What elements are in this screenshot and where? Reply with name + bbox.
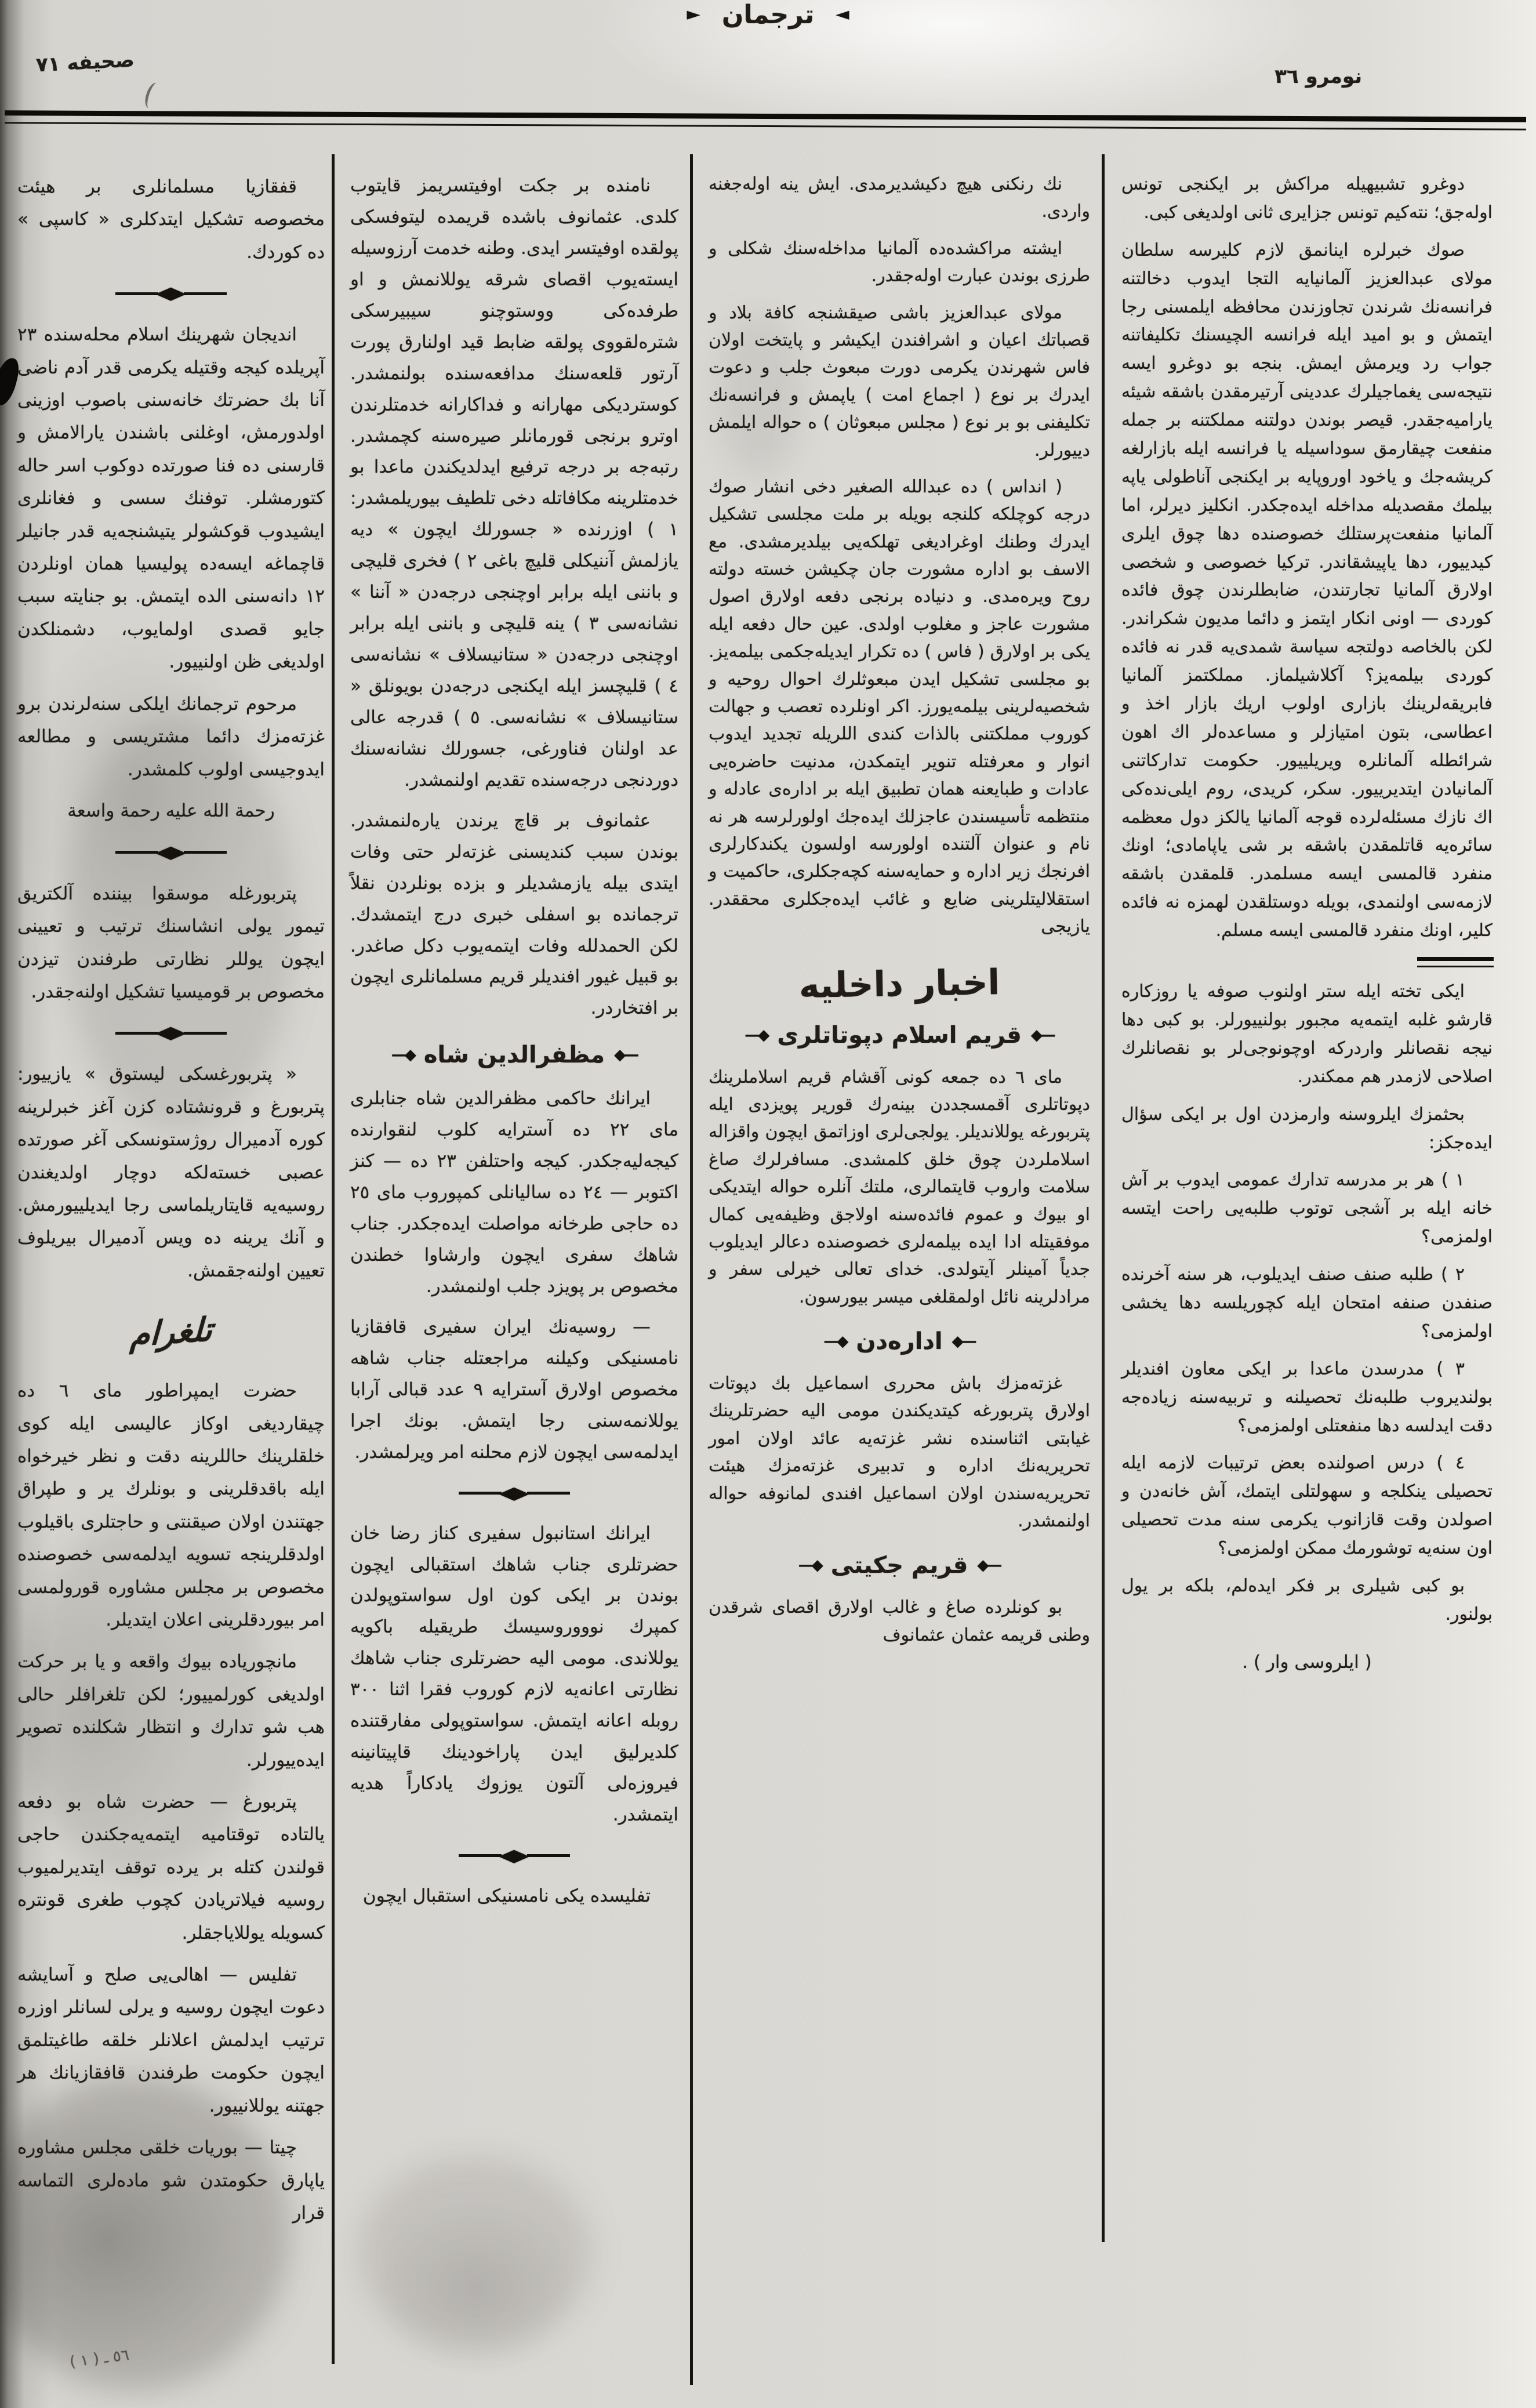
article-paragraph: چیتا — بوریات خلقی مجلس مشاوره یاپارق حكومتدن شو ماده‌لری التماسه قرار [17,2137,325,2224]
telegram-headline: تلغرام [129,1311,213,1355]
fleuron-icon: ◆— [745,1026,768,1044]
article-paragraph: ٣ ) مدرسدن ماعدا بر ایكی معاون افندیلر بولندیروب طلبه‌نك تحصیلنه و تربیه‌سنه زیاده‌جه دقت ایدلسه دها منفعتلی اولمزمی؟ [1121,1358,1493,1436]
divider-ornament [15,844,327,861]
article-paragraph: تفلیس — اهالی‌یی صلح و آسایشه دعوت ایچون روسیه و یرلی لسانلر اوزره ترتیب ایدلمش اعلانلر خلقه طاغیتلمق ایچون حكومت طرفندن قافقازیانك هر جهتنه یوللانییور. [17,1964,325,2116]
section-headline [706,1022,1092,1049]
section-headline [706,1328,1092,1355]
archive-pencil-mark: ٥٦ ـ ( ١ ) [68,2346,130,2371]
diamond-ornament-icon: ◆ [499,1482,530,1503]
article-paragraph: بحثمزك ایلروسنه وارمزدن اول بر ایكی سؤال ایده‌جكز: [1121,1104,1493,1153]
newspaper-title: ترجمان [721,0,815,30]
article-paragraph: نامنده بر جكت اوفیتسریمز قایتوب كلدی. عثمانوف باشده قریمده لیتوفسكی پولقده اوفیتسر ایدی. وطنه خدمت آرزوسیله ایسته‌یوب اقصای شرقه یوللانمش و او طرفده‌كی ووستوچنو سیبیرسكی شتره‌لقووی پولقه ضابط قید اولنارق پورت آرتور قلعه‌سنك مدافعه‌سنده بولنمشدر. كوستردیكی مهارانه و فداكارانه خدمتلرندن اوترو برنجی قورمانلر صیره‌سنه كچمشدر. رتبه‌جه بر درجه ترفیع ایدلدیكندن ماعدا بو خدمتلرینه مكافاتله دخی تلطیف بیوریلمشدر: ١ ) اوزرنده « جسورلك ایچون » دیه یازلمش آننیكلی قلیچ باغی ٢ ) فخری قلیچی و باننی ایله برابر اوچنجی درجه‌دن « آننا » نشانه‌سی ٣ ) ینه قلیچی و باننی ایله برابر اوچنجی درجه‌دن « ستانیسلاف » نشانه‌سی ٤ ) قلیچسز ایله ایكنجی درجه‌دن بویونلق « ستانیسلاف » نشانه‌سی. ٥ ) قدرجه عالی عد اولنان فناورغی، جسورلك نشانه‌سنك دوردنجی درجه‌سنده تقدیم اولنمشدر. [350,175,679,790]
article-paragraph: غزته‌مزك باش محرری اسماعیل بك دپوتات اولارق پتربورغه كیتدیكندن مومی الیه حضرتلرینك غیابتی اثناسنده نشر غزته‌یه عائد اولان امور تحریریه‌نك اداره و تدبیری غزته‌مزك هیئت تحریریه‌سندن اولان اسماعیل افندی لمانوفه حواله اولنمشدر. [709,1373,1090,1532]
fleuron-icon: —◆ [1030,1026,1054,1044]
article-paragraph: عثمانوف بر قاچ یرندن یاره‌لنمشدر. بوندن سبب كندیسنی غزته‌لر حتی وفات ایتدی بیله یازمشدیلر و بزده بونلردن نقلاً ترجمانده بو اسفلی خبری درج ایتمشدك. لكن الحمدلله وفات ایتمه‌یوب دكل صاغدر. بو قبیل غیور افندیلر قریم مسلمانلری ایچون بر افتخاردر. [350,810,678,1019]
divider-line [184,292,227,295]
bleedthrough-stain [360,2157,591,2349]
section-headline [706,1552,1092,1579]
diamond-ornament-icon: ◆ [155,1022,187,1043]
column-rule [332,154,335,2364]
issue-number-label: نومرو ٣٦ [1274,65,1362,88]
header-double-rule [5,110,1526,130]
divider-line [527,1492,570,1495]
fleuron-icon: ◆— [798,1557,822,1575]
divider-ornament [348,1482,681,1503]
article-paragraph: حضرت ایمپراطور مای ٦ ده چیقاردیغی اوكاز عالیسی ایله كوی خلقلرینك حاللرینه دقت و نظر خیرخواه ایله باقدقلرینی و بونلرك یر و طپراق جهتندن اولان صیقنتی و حاجتلری باقیلوب اولدقلرینجه تسویه ایدلمه‌سی خصوصنده مخصوص بر مجلس مشاوره قورولمسی امر بیوردقلرینی اعلان ایتدیلر. [17,1380,325,1631]
article-paragraph: مرحوم ترجمانك ایلكی سنه‌لرندن برو غزته‌مزك دائما مشتریسی و مطالعه ایدوجیسی اولوب كلمشدر. [17,693,325,780]
article-paragraph: مولای عبدالعزیز باشی صیقشنجه كافة بلاد و قصباتك اعیان و اشرافندن ایكیشر و پایتخت اولان فاس شهرندن یكرمی دورت مبعوث جلب و دعوت ایدرك بر نوع ( اجماع امت ) یاپمش و فرانسه‌نك تكلیفنی بو بر نوع ( مجلس مبعوثان ) ه حواله ایلمش دییورلر. [709,302,1090,460]
fleuron-icon: —◆ [977,1557,1001,1575]
fleuron-icon: —◆ [614,1046,638,1064]
article-paragraph: اندیجان شهرینك اسلام محله‌سنده ٢٣ آپریلده كیجه وقتیله یكرمی قدر آدم ناضی آنا بك حضرتك خانه‌سنی باصوب اوزینی اولدورمش، اوغلنی باشندن یارالامش و قارسنی ده فنا صورتده دوكوب اسر حاله كتورمشلر. توفنك سسی و فغانلری ایشیدوب قوكشولر یتیشنجه‌یه قدر جانیلر قاچماغه ایسه‌ده پولیسیا همان اونلردن ١٢ دانه‌سنی الده ایتمش. بو جنایته سبب جایو قصدی اولمایوب، دشمنلكدن اولدیغی ظن اولنییور. [17,324,325,673]
article-paragraph: صوك خبرلره اینانمق لازم كلیرسه سلطان مولای عبدالعزیز آلمانیایه التجا ایدوب دخالتنه فرانسه‌نك شرندن تجاوزندن محافظه ایلمسنی رجا ایتمش و بو امید ایله فرانسه الچیسنك تكلیفاتنه جواب رد ویرمش ایمش. بنجه بو دوغرو ایسه نتیجه‌سی یغماجیلرك عددینی آرتیرمقدن باشقه شیئه یارامیه‌جقدر. قیصر بوندن دولتنه مملكتنه بر جمله منفعت چیقارمق سوداسیله یا فرانسه ایله بازارلغه كریشه‌جك و یاخود اوروپایه بر ایكنجی آناطولی یاپه بیلمك مقصدیله مداخله ایده‌جكدر. انكلیز دیرلر، اما آلمانیا منفعت‌پرستلك خصوصنده دها چوق ایلری كیدییور، دها یاپیشقاندر. تركیا خصوصی و شخصی اولارق آلمانیا تجارتندن، ضابطلرندن چوق فائده كوردی — اونی انكار ایتمز و دائما مدیون شكراندر. لكن بالخاصه دولتجه سیاسة شمدی‌یه قدر نه فائده كوردی بیلمه‌یز؟ آكلاشیلماز. مملكتمز آلمانیا فابریقه‌لرینك بازاری اولوب اریك بازار اخذ و اعطاسی، بتون امتیازلر و مساعده‌لر اك اهون شرائطله آلمانلره ویریلییور. حكومت تداركاتنی آلمانیادن ایتدیرییور. سكر، كریدی، روم ایلی‌نده‌كی اك نازك مسئله‌لرده قوجه آلمانیا یالكز دول معظمه سائره‌یه قاتلمقدن باشقه بر شی یاپامادی؛ اونك منفرد قالمسی ایسه مسلمدر. قلمقدن باشقه لازمه‌سی اولنمدی، بویله دوستلقدن لهمزه نه فائده كلیر، اونك منفرد قالمسی ایسه مسلم. [1121,240,1493,941]
section-double-rule [1417,957,1494,967]
divider-ornament [15,285,327,302]
diamond-ornament-icon: ◆ [499,1845,530,1866]
divider-line [115,292,158,295]
column-rule [1102,154,1105,2242]
continuation-note: ( ایلروسی وار ) . [1242,1651,1372,1673]
article-paragraph: — روسیه‌نك ایران سفیری قافقازیا نامسنیكی وكیلنه مراجعتله جناب شاهه مخصوص اولارق آسترایه ٩ عدد قبالی آرابا یوللانمه‌سنی رجا ایتمش. بونك اجرا ایدلمه‌سی ایچون لازم محلنه امر ویرلمشدر. [350,1316,678,1463]
article-paragraph: ١ ) هر بر مدرسه تدارك عمومی ایدوب بر آش خانه ایله بر آشجی توتوب طلبه‌یی راحت ایتسه اولمزمی؟ [1121,1170,1493,1247]
article-paragraph: ایرانك حاكمی مظفرالدین شاه جنابلری مای ٢٢ ده آسترایه كلوب لنقوارنده كیجه‌لیه‌جكدر. كیجه واحتلفن ٢٣ ده — كنز اكتوبر — ٢٤ ده سالیانلی كمپوروب مای ٢٥ ده حاجی طرخانه مواصلت ایده‌جكدر. جناب شاهك سفری ایچون وارشاوا خطندن مخصوص بر پویزد جلب اولنمشدر. [350,1088,679,1297]
article-paragraph: ٢ ) طلبه صنف صنف ایدیلوب، هر سنه آخرنده صنفدن صنفه امتحان ایله كچوریلسه دها یخشی اولمزمی؟ [1121,1264,1493,1341]
headline-text: مظفرالدین شاه [423,1042,605,1069]
article-paragraph: ایشته مراكشده‌ده آلمانیا مداخله‌سنك شكلی و طرزی بوندن عبارت اوله‌جقدر. [709,238,1090,287]
article-paragraph: بو كونلرده صاغ و غالب اولارق اقصای شرقدن وطنی قریمه عثمان عثمانوف [709,1597,1090,1645]
masthead [0,0,1536,30]
divider-ornament [348,1847,681,1865]
text-column-4 [1119,154,1495,1688]
article-paragraph: ایرانك استانبول سفیری كناز رضا خان حضرتلری جناب شاهك استقبالی ایچون بوندن بر ایكی كون اول سواستوپولدن كمپرك نوووروسیسك طریقیله باكویه یوللاندی. مومی الیه حضرتلری جناب شاهك نظارتی اعانه‌یه لازم كوروب فقرا اثنا ٣٠٠ روبله اعانه ایتمش. سواستوپولی مفارقتنده كلدیرلیق ایدن پاراخودینك قاپیتانینه فیروزه‌لی آلتون یوزوك یادكاراً هدیه ایتمشدر. [350,1522,678,1825]
article-paragraph: مای ٦ ده جمعه كونی آقشام قریم اسلاملرینك دپوتاتلری آقمسجددن بینه‌رك قوریر پویزدی ایله پتربورغه یوللاندیلر. یولجی‌لری اوزاتمق ایچون واقزاله اسلاملردن چوق خلق كلمشدی. مسافرلرك صاغ سلامت واروب قایتمالری، ملتك آنلره حواله ایتدیكی او بیوك و عموم فائده‌سنه اولاجق وظیفه‌یی كمال موفقیتله ادا ایده بیلمه‌لری خصوصنده دعالر ایدیلوب جدیاً آمینلر آیتولدی. خدای تعالی خیرلی سفر و مرادلرینه نائل اولمقلغی میسر بیورسون. [709,1067,1090,1307]
article-paragraph: بو كبی شیلری بر فكر ایده‌لم، بلكه بر یول بولنور. [1121,1575,1493,1624]
article-paragraph: ٤ ) درس اصولنده بعض ترتیبات لازمه ایله تحصیلی ینكلجه و سهولتلی ایتمك، آش خانه‌دن و اصولدن وقت قازانوب یكرمی سنه مدت تحصیلی اون سنه‌یه توشورمك ممكن اولمزمی؟ [1121,1453,1493,1559]
text-column-2 [348,154,681,1921]
section-display-headline: اخبار داخلیه [798,962,1000,1006]
masthead-left-fleuron-icon: ► [687,4,700,24]
headline-text: قریم جكیتی [830,1552,968,1579]
article-paragraph: رحمة الله علیه رحمة واسعة [67,800,275,821]
divider-line [115,1032,158,1035]
fleuron-icon: —◆ [952,1333,975,1351]
column-rule [690,154,693,2385]
divider-line [459,1854,502,1857]
headline-text: اداره‌دن [856,1328,943,1355]
headline-text: قریم اسلام دپوتاتلری [777,1021,1022,1049]
pencil-mark [142,81,163,111]
fleuron-icon: ◆— [823,1333,847,1351]
divider-line [115,851,158,854]
article-paragraph: دوغرو تشبیهیله مراكش بر ایكنجی تونس اوله‌جق؛ نته‌كیم تونس جزایری ثانی اولدیغی كبی. [1121,174,1493,223]
article-paragraph: ( انداس ) ده عبدالله الصغیر دخی انشار صوك درجه كوچلكه كلنجه بویله بر ملت مجلسی تشكیل ایدرك وطنك اوغرادیغی تهلكه‌یی بیلدیرمشدی. مع الاسف بو اداره مشورت جان چكیشن خسته دولته روح ویره‌مدی. و دنیاده برنجی دفعه اولارق اصول مشورت عاجز و مغلوب اولدی. عین حال دفعه ایله یكی بر اولارق ( فاس ) ده تكرار ایدیله‌جكمی بیلمه‌یز. بو مجلسی تشكیل ایدن مبعوثلرك احوال روحیه و شخصیه‌لرینی بیلمه‌یورز. اكر اونلرده تعصب و جهالت كوروب مملكتنی بالذات كندی اللریله تجدید ایدوب انوار و معرفتله تنویر ایتمكدن، مدنیت حاضره‌یی عادات و طبایعنه همان تطبیق ایله بر اداره‌ی عادله و منتظمه تأسیسندن عاجزلك ایده‌جك اولورلرسه هر نه نام و عنوان آلتنده اولورسه اولسون یكندكارلری افرنجك زیر اداره و حمایه‌سنه كچه‌جكلری، حاكمیت و استقلالیتلرینی ضایع و غائب ایده‌جكلری محققدر. یازیجی [709,476,1090,937]
article-paragraph: مانچوریاده بیوك واقعه و یا بر حركت اولدیغی كورلمییور؛ لكن تلغرافلر حالی هب شو تدارك و انتظار شكلنده تصویر ایده‌ییورلر. [17,1651,325,1771]
article-paragraph: « پتربورغسكی لیستوق » یازییور: پتربورغ و قرونشتاده كزن آغز خبرلرینه كوره آدمیرال روژستونسكی آغر صورتده عصبی خسته‌لكه دوچار اولدیغندن روسیه‌یه قایتاریلماسی رجا ایدیلییورمش. و آنك یرینه ده ویس آدمیرال بیریلوف تعیین اولنه‌جقمش. [17,1064,325,1281]
divider-ornament [15,1024,327,1042]
divider-line [184,1032,227,1035]
divider-line [459,1492,502,1495]
article-paragraph: نك رنكنی هیچ دكیشدیرمدی. ایش ینه اوله‌جغنه واردی. [709,174,1090,222]
page-number-label: صحيفه ٧١ [35,48,135,77]
section-headline [348,1042,681,1068]
fleuron-icon: ◆— [391,1046,415,1064]
article-paragraph: ایكی تخته ایله ستر اولنوب صوفه یا روزكاره قارشو غلبه ایتمه‌یه مجبور بولنییورلر. بو كبی دها نیجه نقصانلر واردركه اوچونوجی‌لر بو نقصانلرك اصلاحی لازمدر هم ممكندر. [1121,981,1493,1087]
diamond-ornament-icon: ◆ [155,283,187,304]
diamond-ornament-icon: ◆ [155,842,187,862]
article-paragraph: پتربورغ — حضرت شاه بو دفعه یالتاده توقتامیه ایتمه‌یه‌جكندن حاجی قولندن كتله بر یرده توقف ایتدیرلمیوب روسیه فیلاتریادن كچوب طغری قونتره كسویله یوللایاجقلر. [17,1792,325,1943]
article-paragraph: تفلیسده یكی نامسنیكی استقبال ایچون [362,1885,651,1906]
article-paragraph: قفقازیا مسلمانلری بر هیئت مخصوصه تشكیل ایتدكلری « كاسپی » ده كوردك. [17,176,325,263]
masthead-right-fleuron-icon: ◄ [836,4,849,24]
divider-line [527,1854,570,1857]
divider-line [184,851,227,854]
text-column-1 [15,154,327,2239]
article-paragraph: پتربورغله موسقوا بیننده آلكتریق تیمور یولی انشاسنك ترتیب و تعیینی ایچون یوللر نظارتی طرفندن تیزدن مخصوص بر قومیسیا تشكیل اولنه‌جقدر. [17,883,325,1002]
text-column-3 [706,154,1092,1658]
